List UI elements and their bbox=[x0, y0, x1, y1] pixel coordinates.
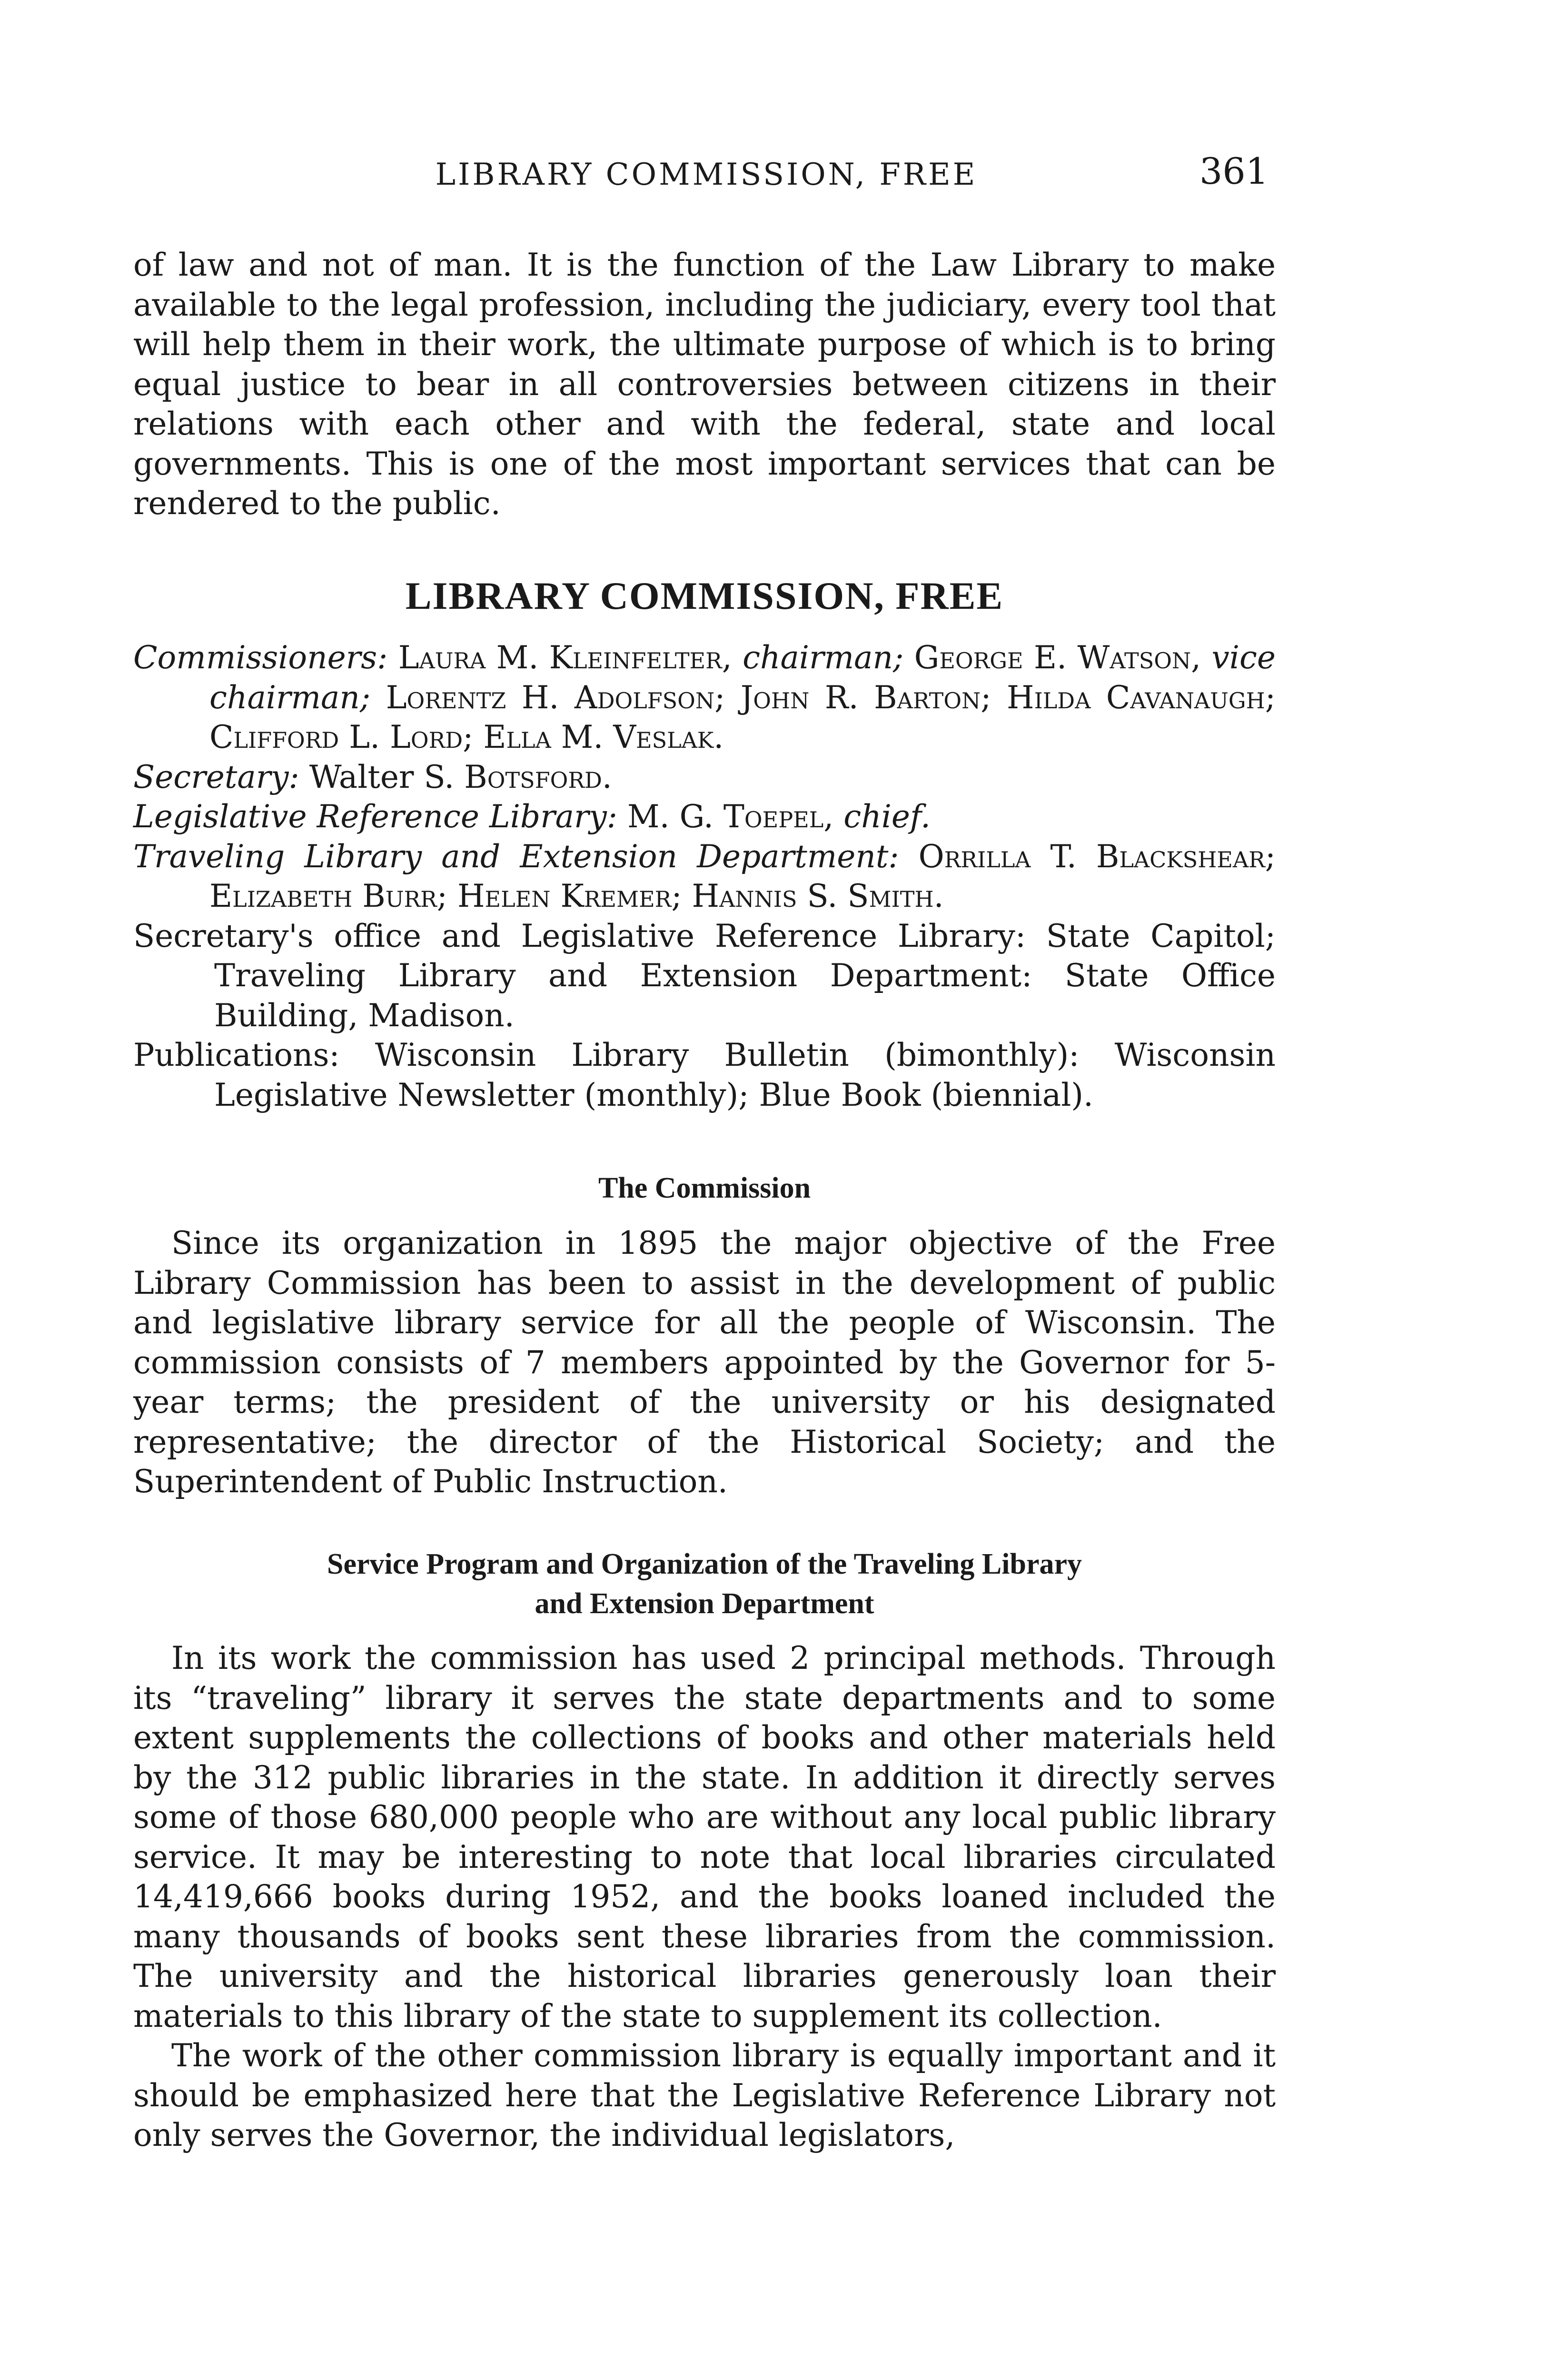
service-section bbox=[133, 1638, 1276, 2155]
service-paragraph-2: The work of the other commission library is equally important and it should be emphasized here that the Legislative Reference Library not only serves the Governor, the individual legislators, bbox=[133, 2037, 1276, 2153]
legislative-reference-entry bbox=[133, 797, 1276, 837]
other-commissioners: Lorentz H. Adolfson; John R. Barton; Hilda Cavanaugh; Clifford L. Lord; Ella M. Veslak. bbox=[209, 679, 1276, 755]
service-heading bbox=[133, 1545, 1276, 1624]
commissioner-chair: Laura M. Kleinfelter, bbox=[398, 639, 732, 676]
secretary-last-name: Botsford. bbox=[464, 758, 612, 795]
commissioner-vice-chair: George E. Watson, bbox=[914, 639, 1201, 676]
traveling-library-staff: Orrilla T. Blackshear; Elizabeth Burr; Helen Kremer; Hannis S. Smith. bbox=[209, 838, 1276, 914]
secretary-entry bbox=[133, 757, 1276, 797]
commission-section bbox=[133, 1223, 1276, 1502]
service-paragraph-1: In its work the commission has used 2 principal methods. Through its “traveling” library it serves the state departments and to some extent supplements the collections of books and other materials held by the 312 public libraries in the state. In addition it directly serves some of those 680,000 people who are without any local public library service. It may be interesting to note that local libraries circulated 14,419,666 books during 1952, and the books loaned included the many thousands of books sent these libraries from the commission. The university and the historical libraries generously loan their materials to this library of the state to supplement its collection. bbox=[133, 1640, 1276, 2034]
commission-heading: The Commission bbox=[598, 1172, 811, 1204]
traveling-library-label: Traveling Library and Extension Department: bbox=[133, 838, 899, 875]
chairman-role: chairman; bbox=[743, 639, 904, 676]
staff-listing bbox=[133, 638, 1276, 1115]
intro-section bbox=[133, 245, 1276, 524]
service-heading-line-1: Service Program and Organization of the Traveling Library bbox=[327, 1548, 1082, 1580]
running-header-title: LIBRARY COMMISSION, FREE bbox=[435, 157, 978, 192]
commissioners-entry bbox=[133, 638, 1276, 757]
commissioners-label: Commissioners: bbox=[133, 639, 388, 676]
service-heading-line-2: and Extension Department bbox=[535, 1587, 874, 1620]
secretary-label: Secretary: bbox=[133, 758, 299, 795]
legislative-reference-chief: M. G. Toepel, bbox=[627, 798, 834, 835]
page-number: 361 bbox=[1199, 150, 1269, 192]
traveling-library-entry bbox=[133, 837, 1276, 916]
intro-paragraph: of law and not of man. It is the function of the Law Library to make available to the legal profession, including the judiciary, every tool that will help them in their work, the ultimate purpose of which is to bring equal justice to bear in all controversies between citizens in their relations with each other and with the federal, state and local governments. This is one of the most important services that can be rendered to the public. bbox=[133, 247, 1276, 522]
vice-chairman-role: vice chairman; bbox=[209, 639, 1276, 716]
chief-role: chief. bbox=[843, 798, 931, 835]
section-title: LIBRARY COMMISSION, FREE bbox=[405, 574, 1004, 617]
secretary-first-name: Walter S. bbox=[309, 758, 455, 795]
offices-entry: Secretary's office and Legislative Reference Library: State Capitol; Traveling Library and Extension Department: State Office Building, Madison. bbox=[133, 917, 1276, 1034]
commission-paragraph: Since its organization in 1895 the major objective of the Free Library Commission has been to assist in the development of public and legislative library service for all the people of Wisconsin. The commission consists of 7 members appointed by the Governor for 5-year terms; the president of the university or his designated representative; the director of the Historical Society; and the Superintendent of Public Instruction. bbox=[133, 1225, 1276, 1500]
legislative-reference-label: Legislative Reference Library: bbox=[133, 798, 618, 835]
publications-entry: Publications: Wisconsin Library Bulletin (bimonthly): Wisconsin Legislative Newsletter (monthly); Blue Book (biennial). bbox=[133, 1037, 1276, 1113]
